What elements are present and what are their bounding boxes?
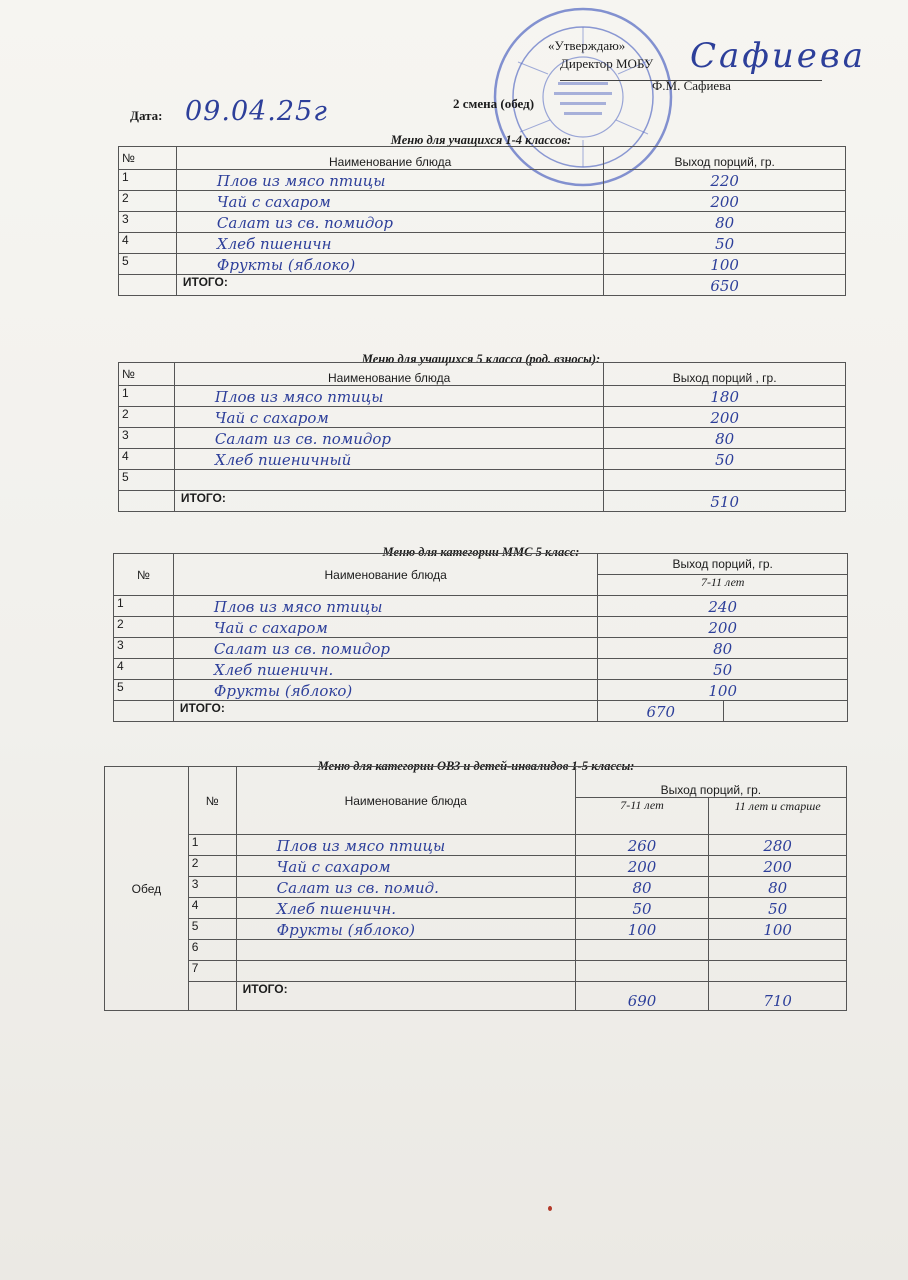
dish-name: [236, 940, 575, 961]
director-signature: Сафиева: [690, 36, 866, 76]
col-dish: Наименование блюда: [173, 554, 597, 596]
dish-name: Салат из св. помидор: [174, 428, 603, 449]
row-number: 5: [114, 680, 174, 701]
table-row: [114, 659, 848, 680]
dish-output-age1: 80: [575, 877, 709, 898]
dish-output: [604, 470, 846, 491]
dish-name: Хлеб пшеничн: [176, 233, 603, 254]
table-header-row: [119, 147, 846, 170]
dish-output-age2: 50: [709, 898, 847, 919]
total-value: 510: [604, 491, 846, 512]
dish-name: Плов из мясо птицы: [236, 835, 575, 856]
menu-table-2: [118, 362, 846, 512]
table-row: [119, 428, 846, 449]
dish-name: Салат из св. помидор: [173, 638, 597, 659]
table-row: [119, 386, 846, 407]
director-name: Ф.М. Сафиева: [652, 78, 731, 93]
dish-name: Фрукты (яблоко): [176, 254, 603, 275]
row-number: 2: [188, 856, 236, 877]
total-row: [119, 491, 846, 512]
total-value: 650: [604, 275, 846, 296]
menu-table-1: [118, 146, 846, 296]
row-number: 4: [188, 898, 236, 919]
date-value: 09.04.25г: [185, 96, 328, 127]
table-row: [105, 961, 848, 982]
col-output: Выход порций, гр.: [604, 147, 846, 170]
menu-table-3: [113, 553, 848, 722]
table-row: [119, 470, 846, 491]
dish-name: Чай с сахаром: [174, 407, 603, 428]
col-output: Выход порций, гр.: [575, 767, 846, 798]
dish-output-age1: 260: [575, 835, 709, 856]
date-label: Дата:: [130, 108, 163, 123]
row-number: 2: [119, 191, 177, 212]
dish-name: Чай с сахаром: [236, 856, 575, 877]
dish-name: Хлеб пшеничн.: [236, 898, 575, 919]
table2-title: Меню для учащихся 5 класса (род. взносы):: [361, 352, 601, 366]
table-row: [105, 856, 848, 877]
dish-name: Хлеб пшеничн.: [173, 659, 597, 680]
row-number: 3: [119, 212, 177, 233]
dish-output: 240: [598, 596, 848, 617]
row-number: 1: [119, 386, 175, 407]
table3-title: Меню для категории ММС 5 класс:: [382, 545, 580, 559]
table-row: [114, 596, 848, 617]
table-row: [105, 898, 848, 919]
col-number: №: [114, 554, 174, 596]
dish-output-age2: [709, 940, 847, 961]
dish-output-age2: 100: [709, 919, 847, 940]
table-row: [105, 835, 848, 856]
meal-label: Обед: [105, 767, 189, 1011]
row-number: 1: [114, 596, 174, 617]
dish-output-age2: [709, 961, 847, 982]
total-label: ИТОГО:: [173, 701, 597, 722]
table-header-row: [119, 363, 846, 386]
dish-output: 80: [604, 212, 846, 233]
dish-name: Фрукты (яблоко): [173, 680, 597, 701]
approve-label: «Утверждаю»: [548, 38, 626, 53]
table-row: [119, 407, 846, 428]
age-group-2: 11 лет и старше: [709, 798, 847, 835]
col-number: №: [119, 363, 175, 386]
table-row: [119, 254, 846, 275]
col-output: Выход порций , гр.: [604, 363, 846, 386]
table-row: [119, 449, 846, 470]
director-label: Директор МОБУ: [560, 56, 654, 71]
dish-output: 50: [604, 233, 846, 254]
row-number: 3: [114, 638, 174, 659]
ink-spot: [548, 1206, 552, 1211]
dish-output: 50: [604, 449, 846, 470]
table-row: [114, 617, 848, 638]
age-group-1: 7-11 лет: [575, 798, 709, 835]
table-row: [119, 170, 846, 191]
row-number: 4: [119, 449, 175, 470]
row-number: 1: [119, 170, 177, 191]
col-number: №: [188, 767, 236, 835]
dish-output: 180: [604, 386, 846, 407]
row-number: 3: [119, 428, 175, 449]
dish-output-age2: 80: [709, 877, 847, 898]
table1-title: Меню для учащихся 1-4 классов:: [390, 133, 572, 147]
dish-output-age1: 200: [575, 856, 709, 877]
dish-output: 100: [598, 680, 848, 701]
table-row: [119, 212, 846, 233]
table-row: [105, 919, 848, 940]
dish-output: 50: [598, 659, 848, 680]
table-row: [119, 233, 846, 254]
total-row: [114, 701, 848, 722]
total-row: [119, 275, 846, 296]
row-number: 6: [188, 940, 236, 961]
dish-output-age1: [575, 961, 709, 982]
total-value: 670: [598, 701, 724, 722]
col-dish: Наименование блюда: [236, 767, 575, 835]
row-number: 7: [188, 961, 236, 982]
table-row: [119, 191, 846, 212]
dish-output: 220: [604, 170, 846, 191]
table4-title: Меню для категории ОВЗ и детей-инвалидов 1-5 классы:: [317, 759, 635, 773]
dish-name: Плов из мясо птицы: [176, 170, 603, 191]
dish-name: [174, 470, 603, 491]
dish-name: Чай с сахаром: [173, 617, 597, 638]
col-number: №: [119, 147, 177, 170]
dish-output: 200: [604, 407, 846, 428]
total-label: ИТОГО:: [174, 491, 603, 512]
menu-table-4: [104, 766, 848, 1011]
total-value-age1: 690: [575, 982, 709, 1011]
table-header-row: [114, 554, 848, 575]
col-dish: Наименование блюда: [174, 363, 603, 386]
table-row: [114, 680, 848, 701]
row-number: 2: [119, 407, 175, 428]
dish-output-age2: 200: [709, 856, 847, 877]
dish-name: Салат из св. помид.: [236, 877, 575, 898]
total-row: [105, 982, 848, 1011]
dish-name: Салат из св. помидор: [176, 212, 603, 233]
dish-name: Плов из мясо птицы: [174, 386, 603, 407]
table-row: [114, 638, 848, 659]
dish-name: Хлеб пшеничный: [174, 449, 603, 470]
total-label: ИТОГО:: [176, 275, 603, 296]
dish-output-age2: 280: [709, 835, 847, 856]
table-row: [105, 940, 848, 961]
total-value-age2: 710: [709, 982, 847, 1011]
table-row: [105, 877, 848, 898]
total-label: ИТОГО:: [236, 982, 575, 1011]
dish-output: 200: [604, 191, 846, 212]
dish-name: Плов из мясо птицы: [173, 596, 597, 617]
dish-output-age1: 100: [575, 919, 709, 940]
dish-output: 80: [598, 638, 848, 659]
dish-output: 80: [604, 428, 846, 449]
row-number: 5: [119, 470, 175, 491]
dish-output: 100: [604, 254, 846, 275]
shift-label: 2 смена (обед): [453, 96, 535, 111]
row-number: 2: [114, 617, 174, 638]
row-number: 1: [188, 835, 236, 856]
dish-output: 200: [598, 617, 848, 638]
dish-name: [236, 961, 575, 982]
dish-output-age1: [575, 940, 709, 961]
age-group: 7-11 лет: [598, 575, 848, 596]
dish-output-age1: 50: [575, 898, 709, 919]
table-header-row: [105, 767, 848, 798]
row-number: 5: [119, 254, 177, 275]
dish-name: Чай с сахаром: [176, 191, 603, 212]
row-number: 3: [188, 877, 236, 898]
col-output: Выход порций, гр.: [598, 554, 848, 575]
dish-name: Фрукты (яблоко): [236, 919, 575, 940]
col-dish: Наименование блюда: [176, 147, 603, 170]
row-number: 4: [114, 659, 174, 680]
row-number: 4: [119, 233, 177, 254]
row-number: 5: [188, 919, 236, 940]
